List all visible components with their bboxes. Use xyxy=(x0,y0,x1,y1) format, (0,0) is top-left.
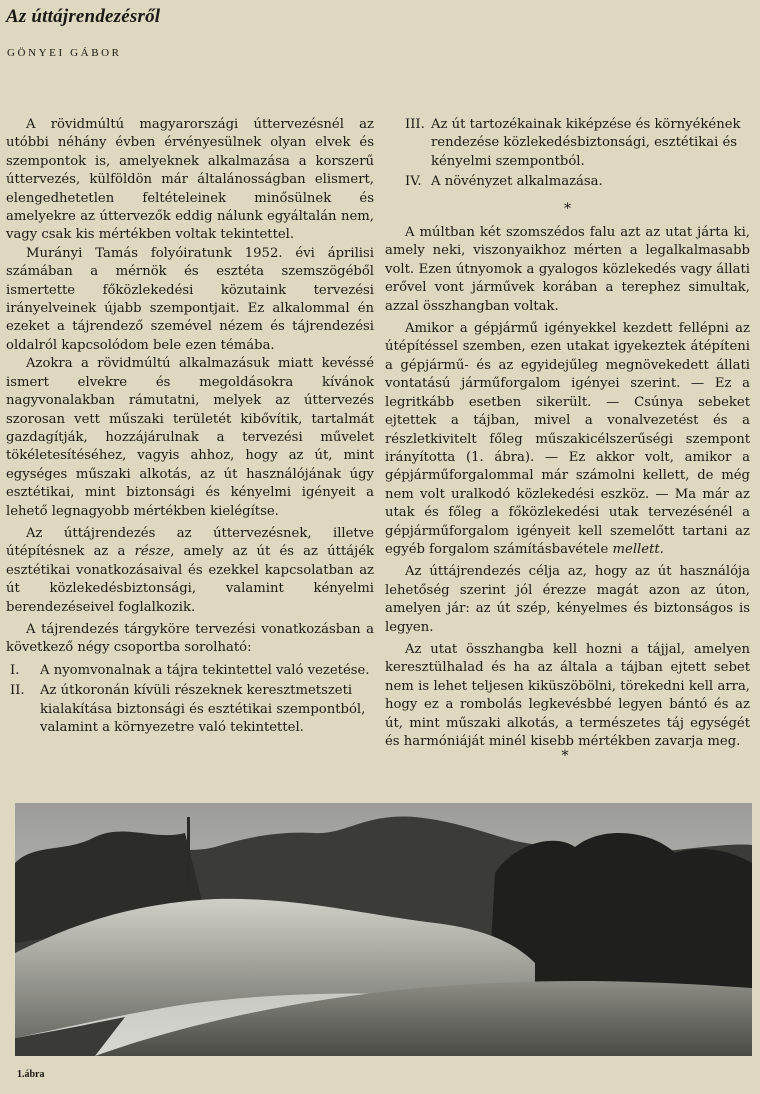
end-mark: * xyxy=(561,748,569,764)
left-column xyxy=(6,116,374,739)
list-item xyxy=(385,116,750,171)
paragraph: A tájrendezés tárgyköre tervezési vonatkozásban a következő négy csoportba sorolható: xyxy=(6,621,374,656)
paragraph: A rövidmúltú magyarországi úttervezésnél az utóbbi néhány évben érvényesülnek olyan elvek és szempontok is, amelyeknek alkalmazása a korszerű úttervezés, külföldön már általánosságban elismert, elengedhetetlen feltételeinek minősülnek és amelyekre az úttervezők eddig nálunk egyáltalán nem, vagy csak kis mértékben voltak tekintettel. xyxy=(6,117,374,243)
list-item xyxy=(6,682,374,737)
group-list xyxy=(385,116,750,192)
list-item xyxy=(385,173,750,191)
right-column xyxy=(385,116,750,751)
list-number: I. xyxy=(10,662,20,678)
list-text: A nyomvonalnak a tájra tekintettel való vezetése. xyxy=(40,662,370,678)
paragraph: Murányi Tamás folyóiratunk 1952. évi áprilisi számában a mérnök és esztéta szemszögéből ismertette főközlekedési közutaink tervezési irányelveinek újabb szempontjait. Ez alkalommal én ezeket a tájrendező szemével nézem és tájrendezési oldalról kapcsolódom bele ezen témába. xyxy=(6,245,374,353)
paragraph: A múltban két szomszédos falu azt az utat járta ki, amely neki, viszonyaikhoz mérten a legalkalmasabb volt. Ezen útnyomok a gyalogos közlekedés vagy állati erővel vont járművek korában a terephez simultak, azzal összhangban voltak. xyxy=(385,225,750,314)
figure-photo xyxy=(15,803,752,1056)
section-separator: * xyxy=(564,200,571,217)
list-text: Az út tartozékainak kiképzése és környékének rendezése közlekedésbiztonsági, esztétikai és kényelmi szempontból. xyxy=(431,117,741,169)
paragraph: Az úttájrendezés célja az, hogy az út használója lehetőség szerint jól érezze magát azon az úton, amelyen jár: az út szép, kényelmes és biztonságos is legyen. xyxy=(385,564,750,635)
list-number: III. xyxy=(405,117,425,132)
list-item xyxy=(6,662,374,680)
emphasis: mellett. xyxy=(612,541,664,557)
list-text: A növényzet alkalmazása. xyxy=(431,174,603,190)
figure-caption: 1.ábra xyxy=(17,1069,45,1080)
list-number: IV. xyxy=(405,174,422,190)
paragraph: Azokra a rövidmúltú alkalmazásuk miatt kevéssé ismert elvekre és megoldásokra kívánok nagyvonalakban rámutatni, melyek az úttervezés szorosan vett műszaki területét kibővítik, tartalmát gazdagítják, hozzájárulnak a tervezési művelet tökéletesítéséhez, vagyis ahhoz, hogy az út, mint egységes műszaki alkotás, az út használójának úgy esztétikai, mint biztonsági és kényelmi igényeit a lehető legnagyobb mértékben kielégítse. xyxy=(6,356,374,519)
list-number: II. xyxy=(10,683,25,699)
author-name: GÖNYEI GÁBOR xyxy=(7,47,122,59)
paragraph: Az utat összhangba kell hozni a tájjal, amelyen keresztülhalad és ha az általa a tájban ejtett sebet nem is lehet teljesen kiküszöbölni, törekedni kell arra, hogy ez a rombolás legkevésbbé legyen bántó és az út, mint műszaki alkotás, a természetes táj egységét és harmóniáját minél kisebb mértékben zavarja meg. xyxy=(385,641,750,749)
emphasis: része xyxy=(134,544,171,560)
group-list xyxy=(6,662,374,738)
road-landscape-photo xyxy=(15,803,752,1056)
article-title: Az úttájrendezésről xyxy=(6,6,161,27)
list-text: Az útkoronán kívüli részeknek keresztmetszeti kialakítása biztonsági és esztétikai szempontból, valamint a környezetre való tekintettel. xyxy=(40,683,366,735)
paragraph: Az úttájrendezés az úttervezésnek, illetve útépítésnek az a része, amely az út és az úttájék esztétikai vonatkozásaival és ezekkel kapcsolatban az út közlekedésbiztonsági, valamint kényelmi berendezéseivel foglalkozik. xyxy=(6,525,374,615)
paragraph: Amikor a gépjármű igényekkel kezdett fellépni az útépítéssel szemben, ezen utakat igyekeztek átépíteni a gépjármű- és az egyidejűleg megnövekedett állati vontatású járműforgalom igényei szerint. — Ez a legritkább esetben sikerült. — Csúnya sebeket ejtettek a tájban, mivel a vonalvezetést és a részletkivitelt főleg műszakicélszerűségi szempont irányította (1. ábra). — Ez akkor volt, amikor a gépjárműforgalommal már számolni kellett, de még nem volt uralkodó közlekedési eszköz. — Ma már az utak és főleg a főközlekedési utak tervezésénél a gépjárműforgalom igényeit kell szemelőtt tartani az egyéb forgalom számításbavétele mellett. xyxy=(385,321,750,557)
